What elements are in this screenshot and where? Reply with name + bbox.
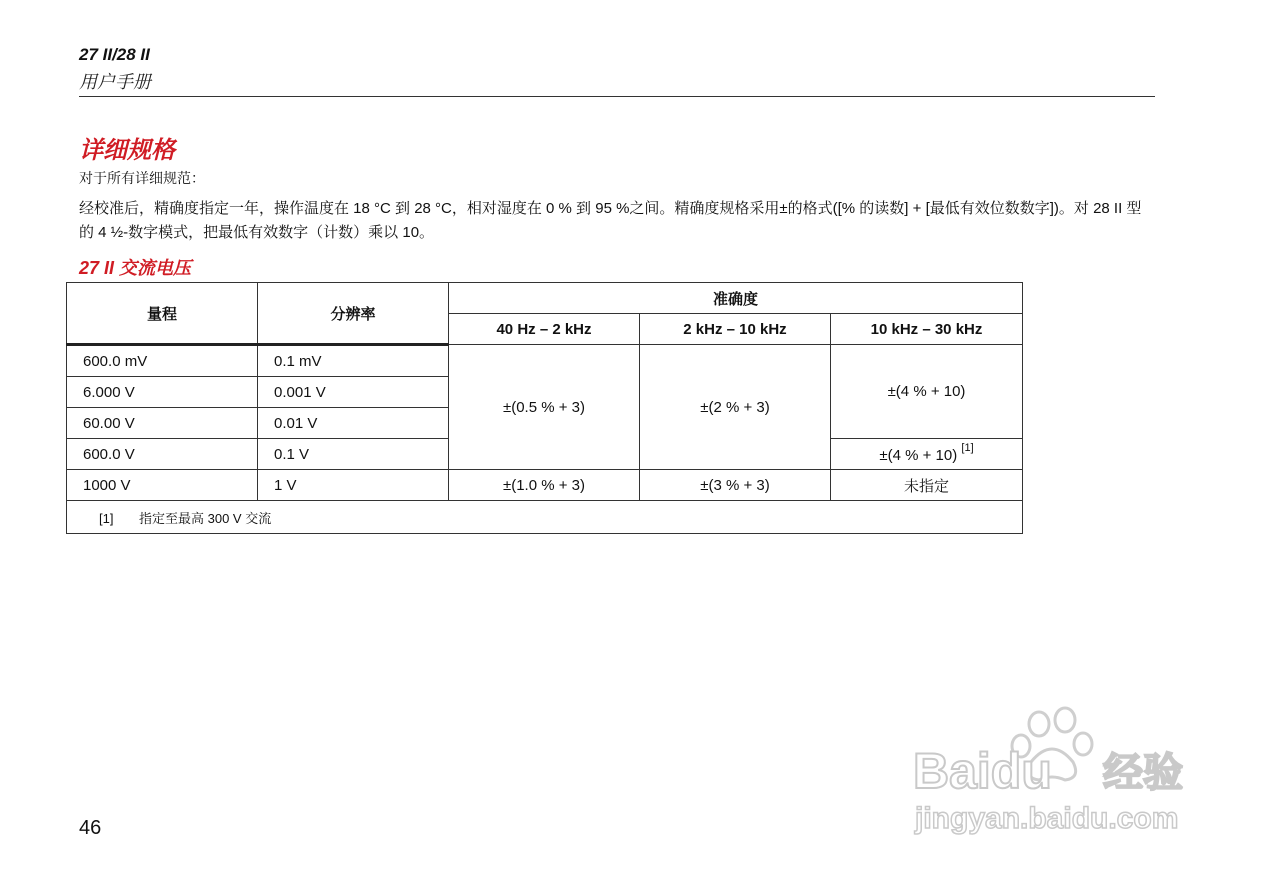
cell-resolution: 0.01 V — [258, 408, 449, 439]
header-band-3: 10 kHz – 30 kHz — [831, 314, 1023, 345]
header-range: 量程 — [67, 283, 258, 345]
cell-accuracy-band-2: ±(2 % + 3) — [640, 345, 831, 470]
page-number: 46 — [79, 817, 102, 839]
cell-range: 6.000 V — [67, 377, 258, 408]
footnote-mark: [1] — [99, 510, 114, 526]
baidu-jingyan-watermark — [905, 700, 1205, 840]
ac-voltage-spec-table — [66, 282, 1023, 534]
cell-resolution: 0.1 mV — [258, 345, 449, 377]
section-title: 详细规格 — [79, 137, 175, 164]
manual-model: 27 II/28 II — [79, 45, 150, 64]
cell-range: 600.0 V — [67, 439, 258, 470]
header-band-2: 2 kHz – 10 kHz — [640, 314, 831, 345]
header-divider — [79, 96, 1155, 97]
cell-accuracy-1000v-band-1: ±(1.0 % + 3) — [449, 470, 640, 501]
cell-resolution: 1 V — [258, 470, 449, 501]
section-body: 经校准后，精确度指定一年，操作温度在 18 °C 到 28 °C，相对湿度在 0 % 到 95 %之间。精确度规格采用±的格式([% 的读数] + [最低有效位数数字])。对 28 II 型的 4 ½-数字模式，把最低有效数字（计数）乘以 10。 — [79, 200, 1142, 241]
table-row — [67, 470, 1023, 501]
cell-accuracy-1000v-band-3: 未指定 — [831, 470, 1023, 501]
header-accuracy: 准确度 — [449, 283, 1023, 314]
table-row — [67, 345, 1023, 377]
cell-accuracy-band-3-600v — [831, 439, 1023, 470]
table-footnote-row — [67, 501, 1023, 534]
cell-range: 60.00 V — [67, 408, 258, 439]
manual-subtitle: 用户手册 — [79, 72, 151, 92]
watermark-brand: Baidu — [913, 743, 1052, 799]
cell-accuracy-band-3: ±(4 % + 10) — [831, 345, 1023, 439]
subsection-title: 27 II 交流电压 — [79, 258, 192, 278]
cell-accuracy-1000v-band-2: ±(3 % + 3) — [640, 470, 831, 501]
accuracy-value: ±(4 % + 10) — [879, 446, 958, 464]
section-intro: 对于所有详细规范： — [79, 170, 205, 186]
footnote-text: 指定至最高 300 V 交流 — [139, 510, 272, 526]
cell-resolution: 0.1 V — [258, 439, 449, 470]
footnote-reference: [1] — [961, 441, 974, 454]
cell-range: 1000 V — [67, 470, 258, 501]
header-band-1: 40 Hz – 2 kHz — [449, 314, 640, 345]
cell-resolution: 0.001 V — [258, 377, 449, 408]
header-resolution: 分辨率 — [258, 283, 449, 345]
cell-range: 600.0 mV — [67, 345, 258, 377]
cell-accuracy-band-1: ±(0.5 % + 3) — [449, 345, 640, 470]
table-footnote — [67, 501, 1023, 534]
watermark-url: jingyan.baidu.com — [915, 802, 1179, 835]
watermark-suffix: 经验 — [1103, 750, 1183, 796]
